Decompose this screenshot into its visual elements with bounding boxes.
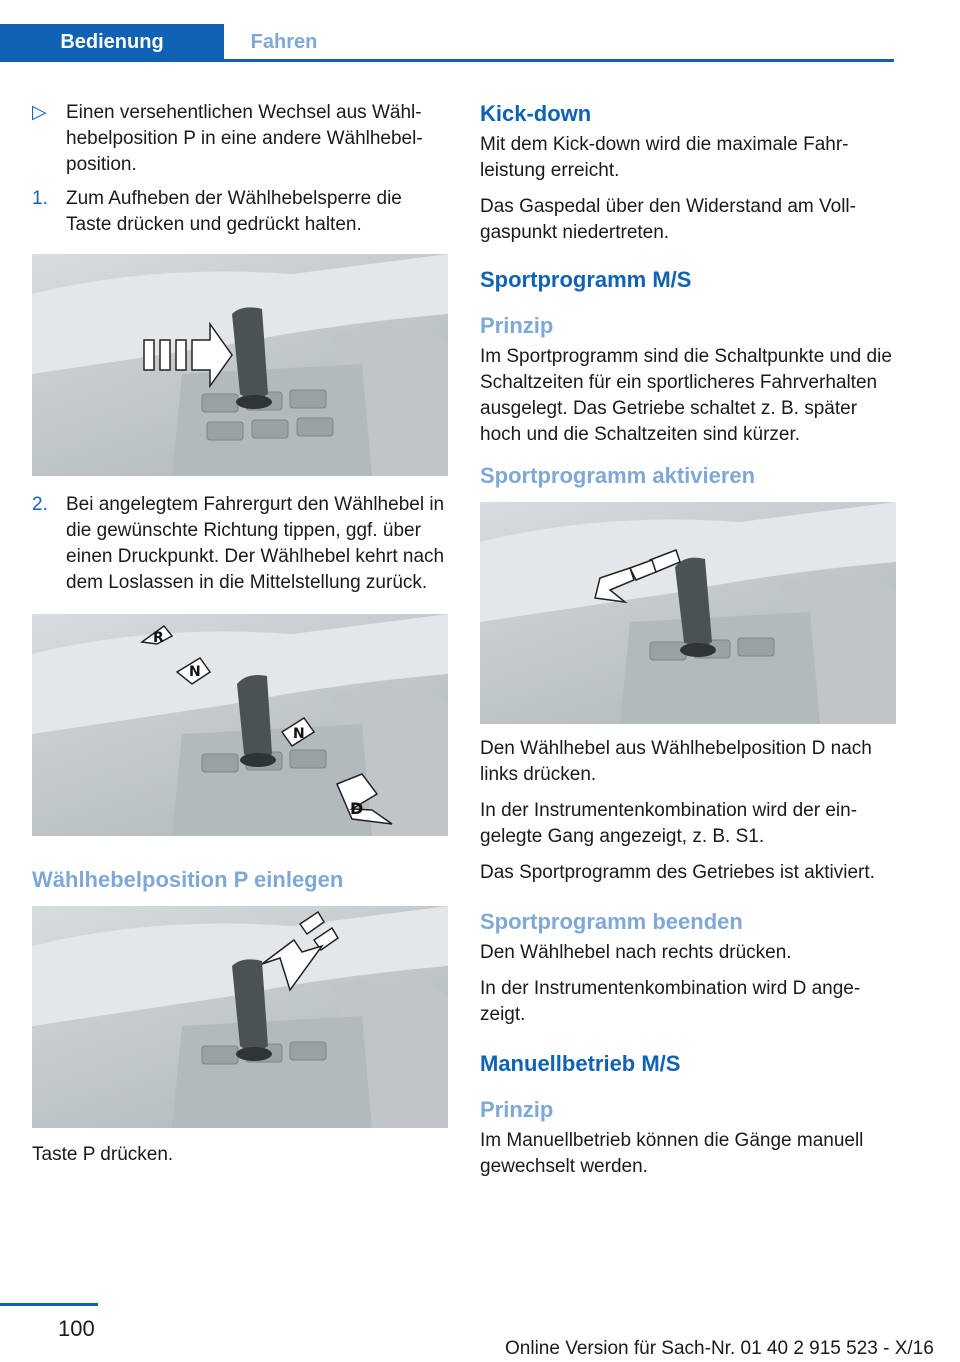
heading-position-p: Wählhebelposition P einlegen	[32, 867, 344, 892]
list-item-bullet	[32, 100, 448, 178]
page-number: 100	[58, 1316, 95, 1341]
heading-kickdown: Kick-down	[480, 101, 592, 126]
kickdown-text-1: Mit dem Kick-down wird die maximale Fahrleistung erreicht.	[480, 134, 849, 181]
list-item-text: Einen versehentlichen Wechsel aus Wählhebelposition P in eine andere Wählhebelposition.	[66, 102, 423, 175]
heading-sport-end: Sportprogramm beenden	[480, 909, 743, 934]
heading-sport-activate: Sportprogramm aktivieren	[480, 463, 756, 488]
step-number: 2.	[32, 494, 48, 515]
tab-bedienung[interactable]: Bedienung	[0, 24, 224, 60]
step-text: Bei angelegtem Fahrergurt den Wählhebel in die gewünschte Richtung tippen, ggf. über einen Druckpunkt. Der Wählhebel kehrt nach dem Loslassen in die Mittelstellung zurück.	[66, 494, 445, 593]
left-column	[32, 100, 448, 1178]
tab-fahren[interactable]: Fahren	[250, 30, 318, 53]
heading-manual-prinzip: Prinzip	[480, 1097, 554, 1122]
kickdown-text-2: Das Gaspedal über den Widerstand am Vollgaspunkt niedertreten.	[480, 196, 856, 243]
gear-label-n-down: N	[293, 726, 305, 742]
step-1	[32, 186, 448, 238]
step-2	[32, 492, 448, 596]
triangle-bullet-icon: ▷	[32, 102, 47, 123]
gear-lever-unlock-image	[32, 254, 448, 476]
activate-text-2: In der Instrumentenkombination wird der eingelegte Gang angezeigt, z. B. S1.	[480, 800, 858, 847]
activate-text-1: Den Wählhebel aus Wählhebelposition D nach links drücken.	[480, 738, 872, 785]
press-p-button-image	[32, 906, 448, 1128]
gear-label-d: D	[350, 799, 364, 818]
header-divider	[0, 59, 894, 62]
page-header	[0, 0, 894, 62]
gear-label-r: R	[153, 630, 164, 646]
activate-text-3: Das Sportprogramm des Getriebes ist aktiviert.	[480, 862, 875, 883]
online-version-text: Online Version für Sach-Nr. 01 40 2 915 523 - X/16	[505, 1338, 934, 1359]
footer-divider	[0, 1303, 98, 1306]
heading-manual: Manuellbetrieb M/S	[480, 1051, 681, 1076]
manual-prinzip-text: Im Manuellbetrieb können die Gänge manuell gewechselt werden.	[480, 1130, 864, 1177]
sport-activate-image	[480, 502, 896, 724]
end-text-1: Den Wählhebel nach rechts drücken.	[480, 942, 792, 963]
heading-sport: Sportprogramm M/S	[480, 267, 692, 292]
gear-lever-shift-image	[32, 614, 448, 836]
right-column	[480, 100, 896, 1190]
step-text: Zum Aufheben der Wählhebelsperre die Taste drücken und gedrückt halten.	[66, 188, 402, 235]
end-text-2: In der Instrumentenkombination wird D angezeigt.	[480, 978, 861, 1025]
step-number: 1.	[32, 188, 48, 209]
sport-prinzip-text: Im Sportprogramm sind die Schaltpunkte und die Schaltzeiten für ein sportlicheres Fahrverhalten ausgelegt. Das Getriebe schaltet z. B. später hoch und die Schaltzeiten sind kürzer.	[480, 346, 892, 445]
press-p-text: Taste P drücken.	[32, 1144, 174, 1165]
heading-sport-prinzip: Prinzip	[480, 313, 554, 338]
gear-label-n-up: N	[189, 664, 201, 680]
